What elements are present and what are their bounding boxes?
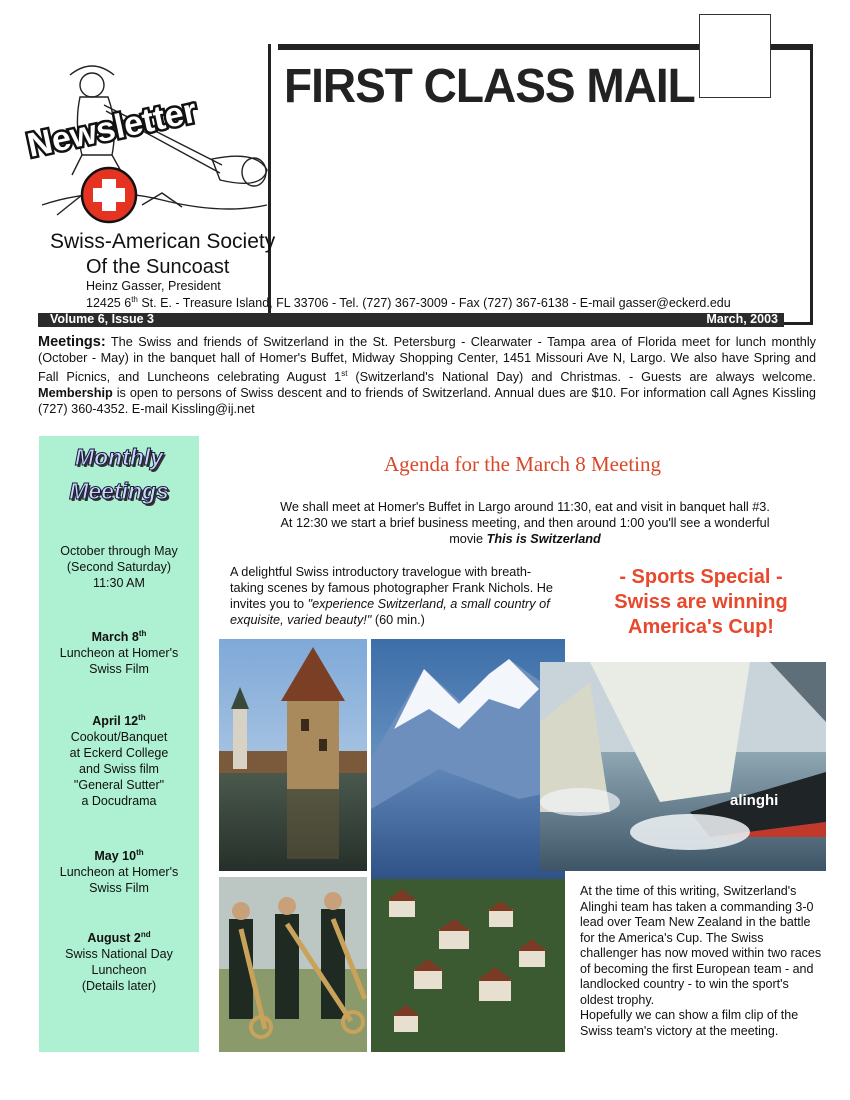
newsletter-logo [22,55,272,225]
sidebar-title-line1: Monthly [74,444,164,470]
travelogue-paragraph: A delightful Swiss introductory travelogue with breath-taking scenes by famous photographer Frank Nichols. He invites you to "experience Switzerland, a small country of exquisite, varied beauty!" (60 min.) [230,565,553,627]
event-may: May 10th Luncheon at Homer's Swiss Film [59,848,179,896]
agenda-text: We shall meet at Homer's Buffet in Largo around 11:30, eat and visit in banquet hall #3. At 12:30 we start a brief business meeting, and then around 1:00 you'll see a wonderful movie This is Switzerland [280,500,770,546]
alphorn-players-photo [219,877,367,1052]
sidebar-title-line2: Meetings [69,478,169,504]
americas-cup-sailboat-photo [540,662,826,871]
event-august: August 2nd Swiss National Day Luncheon (Details later) [65,930,173,994]
boat-sail-text: alinghi [730,792,779,809]
sports-special-headline: - Sports Special - Swiss are winning America's Cup! [614,566,788,638]
meetings-paragraph: Meetings: The Swiss and friends of Switzerland in the St. Petersburg - Clearwater - Tampa area of Florida meet for lunch monthly (October - May) in the banquet hall of Homer's Buffet, Midway Shopping Center, 1451 Missouri Ave N, Largo. We also have Spring and Fall Picnics, and Luncheons celebrating August 1st (Switzerland's National Day) and Christmas. - Guests are always welcome. Membership is open to persons of Swiss descent and to friends of Switzerland. Annual dues are $10. For information call Agnes Kissling (727) 360-4352. E-mail Kissling@ij.net [38,334,817,417]
alps-mountain-photo [371,639,565,879]
event-march: March 8th Luncheon at Homer's Swiss Film [59,629,179,677]
event-april: April 12th Cookout/Banquet at Eckerd College and Swiss film "General Sutter" a Docudrama [69,713,169,809]
water-tower-photo [219,639,367,871]
general-schedule: October through May (Second Saturday) 11:30 AM [60,544,178,590]
membership-lead: Membership [38,386,113,401]
volume-issue: Volume 6, Issue 3 [50,312,154,326]
agenda-title: Agenda for the March 8 Meeting [384,452,661,476]
swiss-cross-icon [82,168,136,222]
movie-title: This is Switzerland [486,532,601,546]
issue-date: March, 2003 [706,312,778,326]
monthly-meetings-sidebar [39,436,199,1052]
americas-cup-article: At the time of this writing, Switzerland's Alinghi team has taken a commanding 3-0 lead over Team New Zealand in the battle for the America's Cup. The Swiss challenger has now moved within two races of becoming the first European team - and landlocked country - to win the sport's oldest trophy. Hopefully we can show a film clip of the Swiss team's victory at the meeting. [580,884,822,1038]
president-line: Heinz Gasser, President [86,279,221,293]
first-class-mail-label: FIRST CLASS MAIL [284,57,695,113]
meetings-lead: Meetings: [38,334,106,350]
society-name: Swiss-American Society [50,230,276,253]
volume-bar [38,313,784,327]
swiss-village-photo [371,879,565,1052]
switzerland-photo-collage [219,639,565,1052]
contact-address: 12425 6th St. E. - Treasure Island, FL 33706 - Tel. (727) 367-3009 - Fax (727) 367-6138 - E-mail gasser@eckerd.edu [86,295,731,311]
society-name-line2: Of the Suncoast [86,256,230,278]
stamp-box [699,14,771,98]
logo-word: Newsletter [23,91,201,165]
